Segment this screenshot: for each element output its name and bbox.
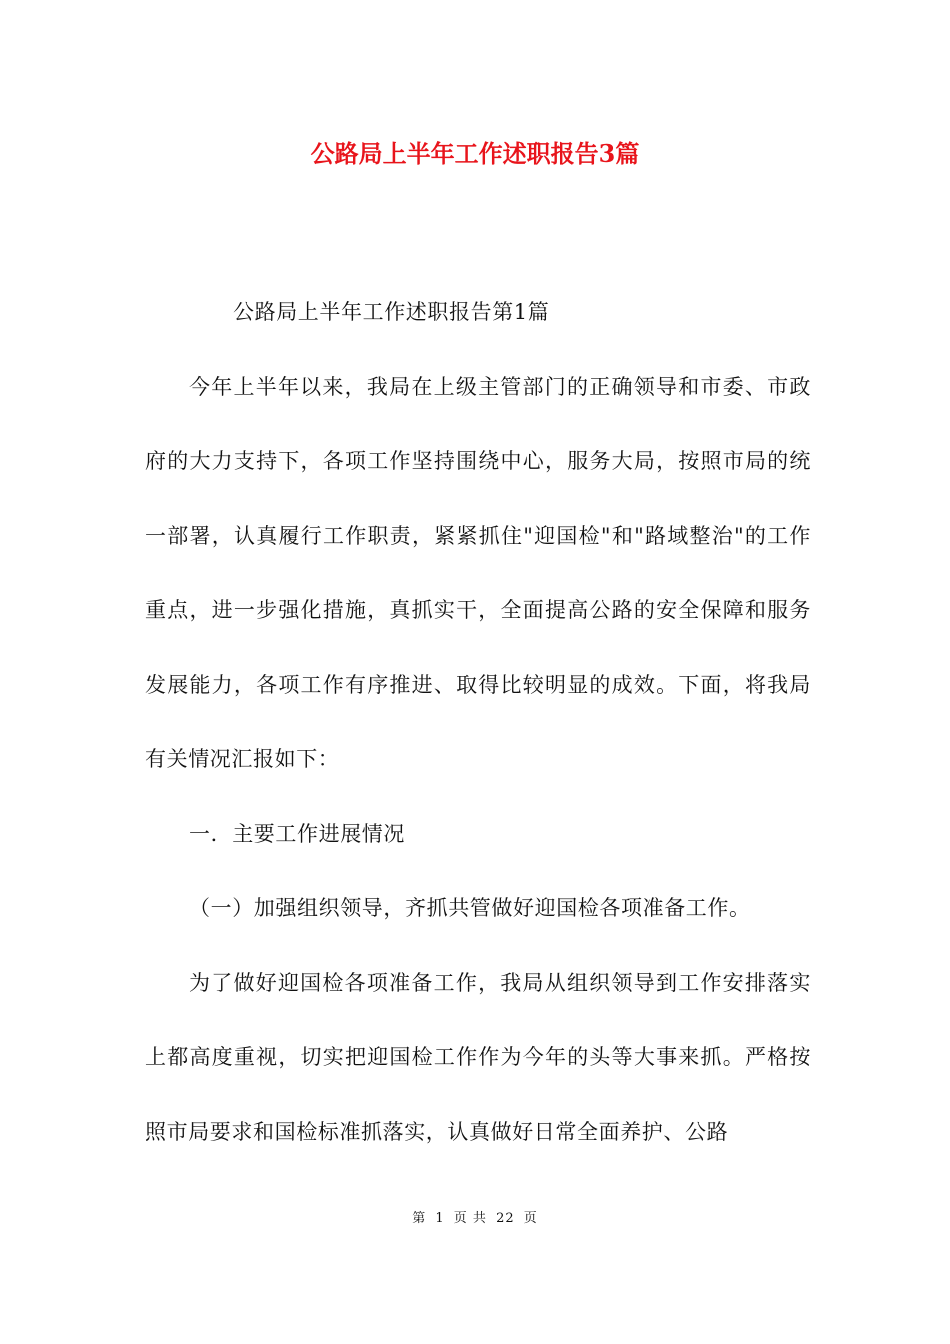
footer-current-page: 1 <box>435 1211 445 1226</box>
heading-main-work: 一．主要工作进展情况 <box>189 821 405 846</box>
footer-total-pages: 22 <box>496 1211 515 1226</box>
paragraph-preparation: 为了做好迎国检各项准备工作，我局从组织领导到工作安排落实上都高度重视，切实把迎国检工作作为今年的头等大事来抓。严格按照市局要求和国检标准抓落实，认真做好日常全面养护、公路 <box>145 970 811 1144</box>
footer-prefix: 第 <box>412 1211 427 1226</box>
document-title: 公路局上半年工作述职报告3篇 <box>310 139 640 168</box>
section-title: 公路局上半年工作述职报告第1篇 <box>233 300 550 324</box>
footer-suffix: 页 <box>523 1211 538 1226</box>
page-footer <box>0 1209 950 1229</box>
subheading-organization: （一）加强组织领导，齐抓共管做好迎国检各项准备工作。 <box>189 896 751 920</box>
footer-middle: 页 共 <box>453 1211 487 1226</box>
paragraph-intro: 今年上半年以来，我局在上级主管部门的正确领导和市委、市政府的大力支持下，各项工作坚持围绕中心，服务大局，按照市局的统一部署，认真履行工作职责，紧紧抓住"迎国检"和"路域整治"的工作重点，进一步强化措施，真抓实干，全面提高公路的安全保障和服务发展能力，各项工作有序推进、取得比较明显的成效。下面，将我局有关情况汇报如下： <box>145 374 811 771</box>
document-body <box>145 275 811 1169</box>
